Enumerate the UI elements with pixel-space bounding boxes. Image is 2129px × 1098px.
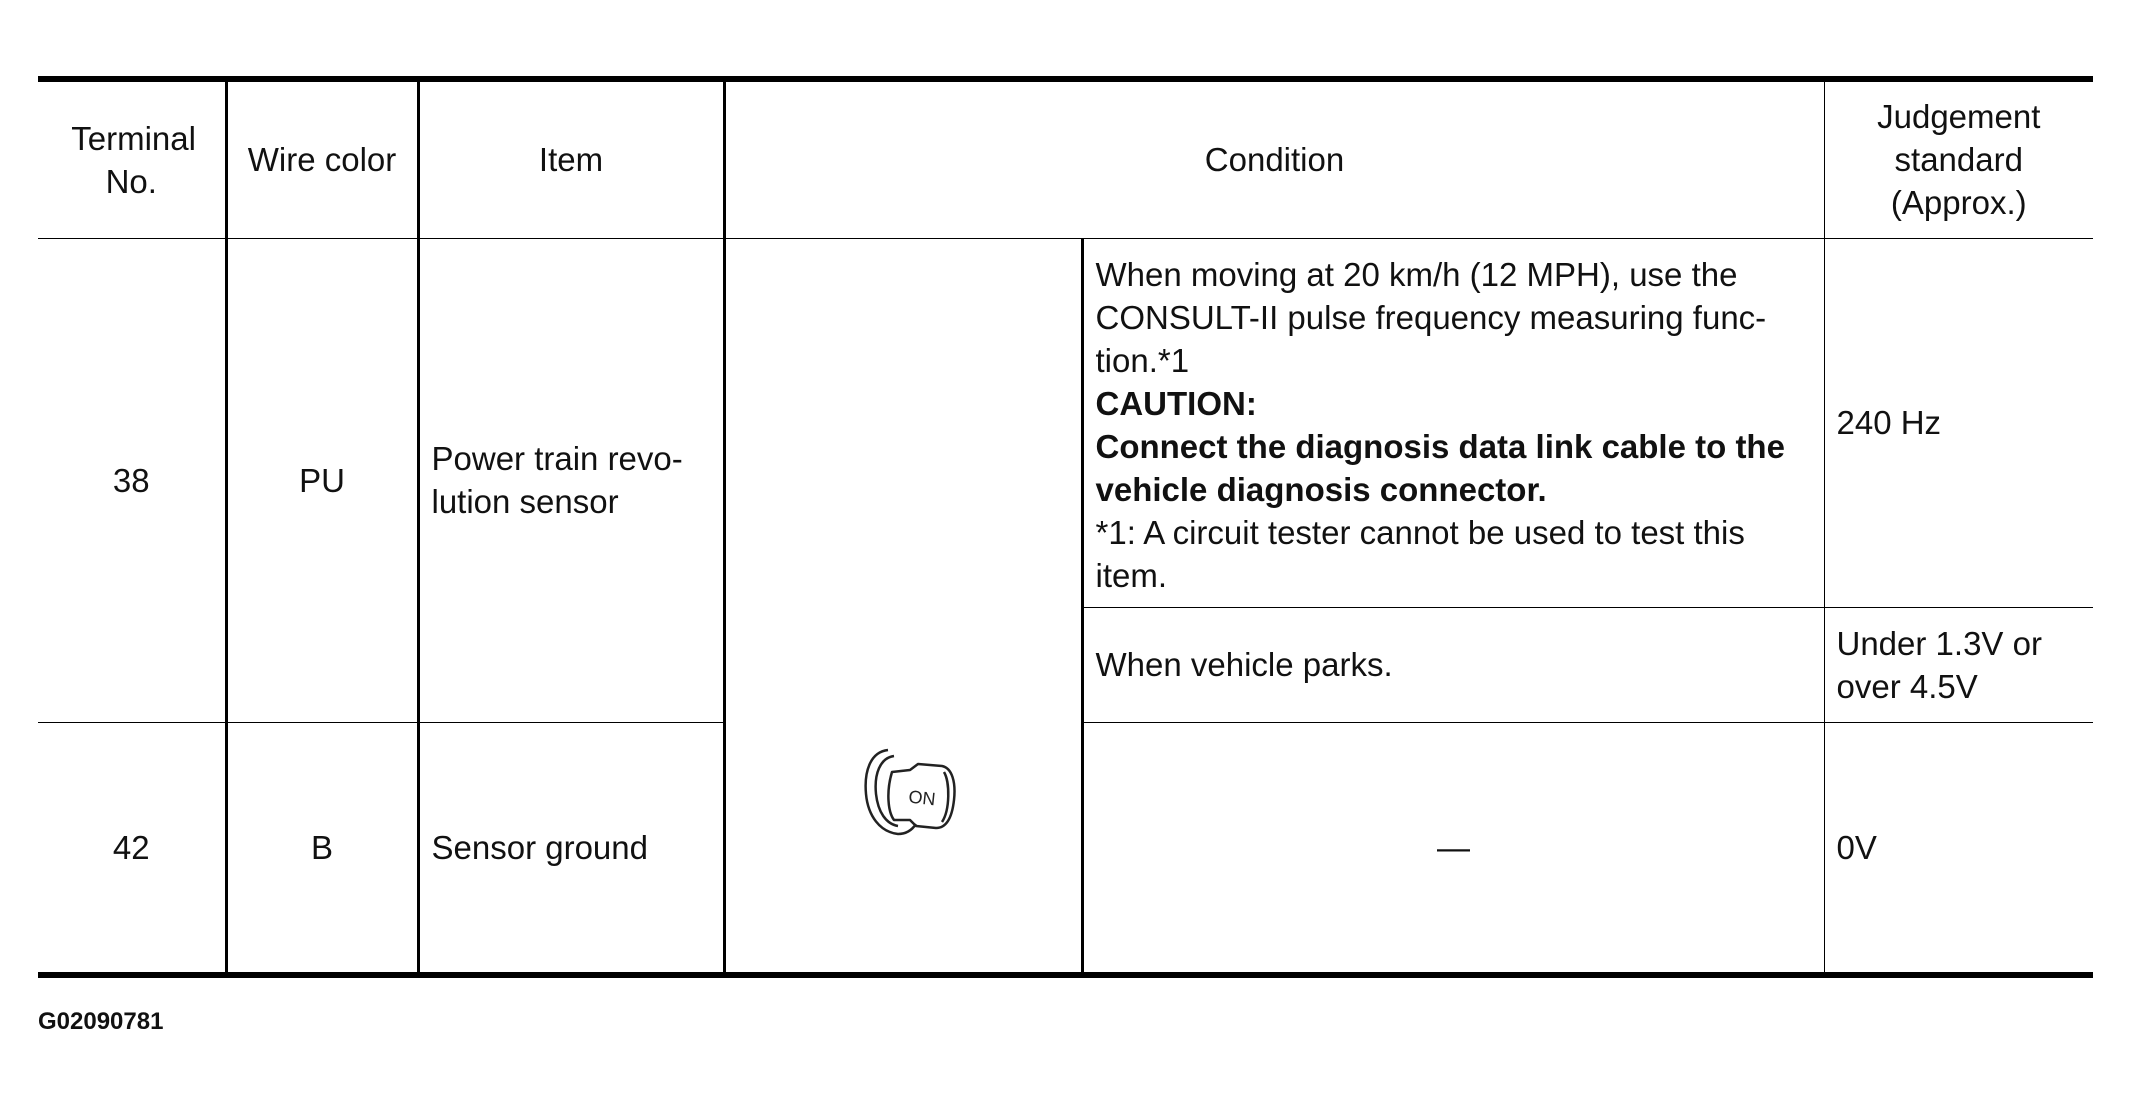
item-text: Power train revo- lution sensor: [431, 440, 683, 520]
condition-cell: When vehicle parks.: [1082, 607, 1824, 722]
header-judgement: [1824, 79, 2093, 238]
judgement-cell: 240 Hz: [1824, 238, 2093, 607]
header-wire-color: Wire color: [226, 79, 418, 238]
header-judgement-text: Judgement standard (Approx.): [1877, 98, 2041, 222]
caution-label: CAUTION:: [1095, 384, 1257, 422]
figure-id: G02090781: [38, 1008, 164, 1035]
header-row: [38, 79, 2093, 238]
condition-note: *1: A circuit tester cannot be used to test this item.: [1095, 513, 1745, 594]
wire-color-cell: PU: [226, 238, 418, 722]
caution-text: Connect the diagnosis data link cable to the vehicle diagnosis connector.: [1095, 427, 1785, 508]
judgement-cell: [1824, 607, 2093, 722]
icon-cell: [724, 238, 1082, 975]
header-item: Item: [418, 79, 724, 238]
condition-text: When moving at 20 km/h (12 MPH), use the CONSULT-II pulse frequency measuring func- tion.*1: [1095, 255, 1767, 379]
condition-cell: [1082, 238, 1824, 607]
item-cell: [418, 238, 724, 722]
table-row: [38, 238, 2093, 607]
header-terminal: [38, 79, 226, 238]
terminal-spec-table: [38, 76, 2093, 978]
terminal-cell: 42: [38, 722, 226, 975]
judgement-cell: 0V: [1836, 828, 1877, 866]
condition-cell: —: [1082, 722, 1824, 975]
judgement-text: Under 1.3V or over 4.5V: [1836, 624, 2042, 705]
wire-color-cell: B: [226, 722, 418, 975]
ignition-key-on-icon: [858, 742, 964, 842]
item-cell: Sensor ground: [418, 722, 724, 975]
header-condition: Condition: [724, 79, 1824, 238]
header-terminal-text: Terminal No.: [71, 119, 196, 200]
icon-label: ON: [907, 786, 937, 810]
terminal-cell: 38: [38, 238, 226, 722]
